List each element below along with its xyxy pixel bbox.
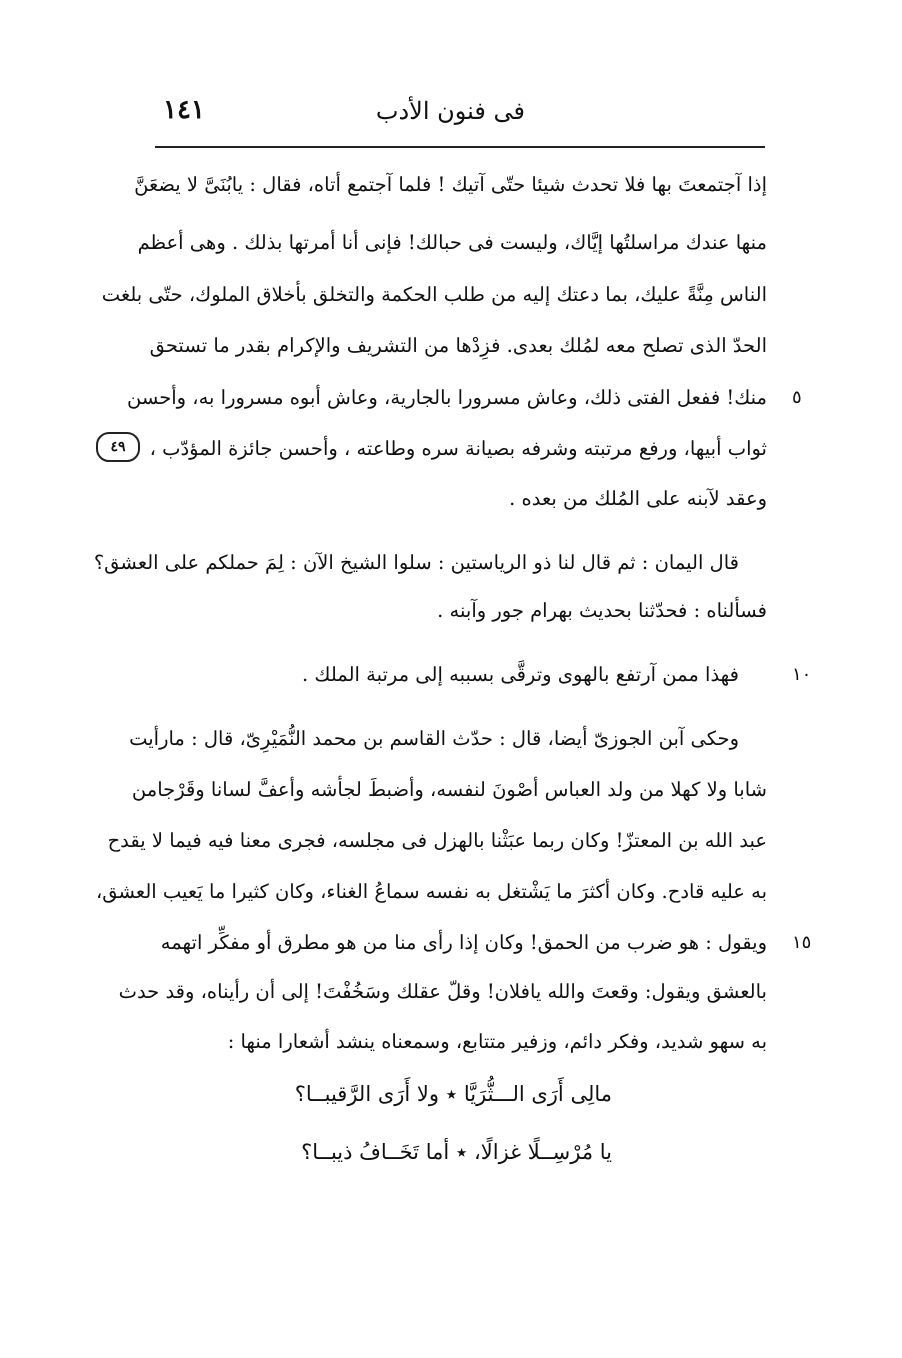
text-line: فسألناه : فحدّثنا بحديث بهرام جور وآبنه . — [437, 599, 767, 622]
text-line: وحكى آبن الجوزىّ أيضا، قال : حدّث القاسم بن محمد النُّمَيْرِىّ، قال : مارأيت — [129, 727, 739, 750]
text-line: ويقول : هو ضرب من الحمق! وكان إذا رأى منا من هو مطرق أو مفكِّر اتهمه — [160, 931, 767, 954]
text-line: إذا آجتمعتَ بها فلا تحدث شيئا حتّى آتيك ! فلما آجتمع أتاه، فقال : يابُنَىَّ لا يضعَنَّ — [134, 173, 767, 196]
text-line: قال اليمان : ثم قال لنا ذو الرياستين : سلوا الشيخ الآن : لِمَ حملكم على العشق؟ — [93, 551, 739, 574]
text-line: فهذا ممن آرتفع بالهوى وترقَّى بسببه إلى مرتبة الملك . — [302, 663, 739, 686]
text-line: به سهو شديد، وفكر دائم، وزفير متتابع، وسمعناه ينشد أشعارا منها : — [227, 1030, 767, 1053]
text-line: منك! ففعل الفتى ذلك، وعاش مسرورا بالجارية، وعاش أبوه مسرورا به، وأحسن — [126, 386, 767, 409]
text-line: وعقد لآبنه على المُلك من بعده . — [509, 487, 767, 510]
line-number: ١٥ — [792, 932, 812, 953]
line-number: ٥ — [792, 387, 802, 408]
page-header — [155, 95, 765, 137]
line-number: ١٠ — [792, 664, 812, 685]
text-line: شابا ولا كهلا من ولد العباس أصْونَ لنفسه، وأضبطَ لجأشه وأعفَّ لسانا وقَرْجامن — [131, 778, 767, 801]
text-line: به عليه قادح. وكان أكثرَ ما يَشْتغل به نفسه سماعُ الغناء، وكان كثيرا ما يَعيب العشق، — [95, 880, 767, 903]
text-line: عبد الله بن المعتزّ! وكان ربما عبَثْنا بالهزل فى مجلسه، فجرى معنا فيه فيما لا يقدح — [107, 829, 767, 852]
running-title: فى فنون الأدب — [375, 97, 525, 125]
verse-line: مالِى أَرَى الـــثُّرَيَّا ٭ ولا أَرَى الرَّقيبــا؟ — [294, 1082, 612, 1106]
page-number: ١٤١ — [163, 95, 205, 125]
verse-line: يا مُرْسِــلًا غزالًا، ٭ أما تَخَــافُ ذيبــا؟ — [301, 1140, 612, 1164]
margin-folio-mark: ٤٩ — [96, 432, 140, 462]
text-line: ثواب أبيها، ورفع مرتبته وشرفه بصيانة سره وطاعته ، وأحسن جائزة المؤدّب ، — [149, 437, 767, 460]
text-line: منها عندك مراسلتُها إيَّاك، وليست فى حبالك! فإنى أنا أمرتها بذلك . وهى أعظم — [137, 231, 767, 254]
text-line: الحدّ الذى تصلح معه لمُلك بعدى. فزِدْها من التشريف والإكرام بقدر ما تستحق — [149, 334, 767, 357]
header-rule — [155, 146, 765, 148]
text-line: بالعشق ويقول: وقعتَ والله يافلان! وقلّ عقلك وسَخُفْتَ! إلى أن رأيناه، وقد حدث — [118, 980, 767, 1003]
text-line: الناس مِنَّةً عليك، بما دعتك إليه من طلب الحكمة والتخلق بأخلاق الملوك، حتّى بلغت — [101, 283, 767, 306]
